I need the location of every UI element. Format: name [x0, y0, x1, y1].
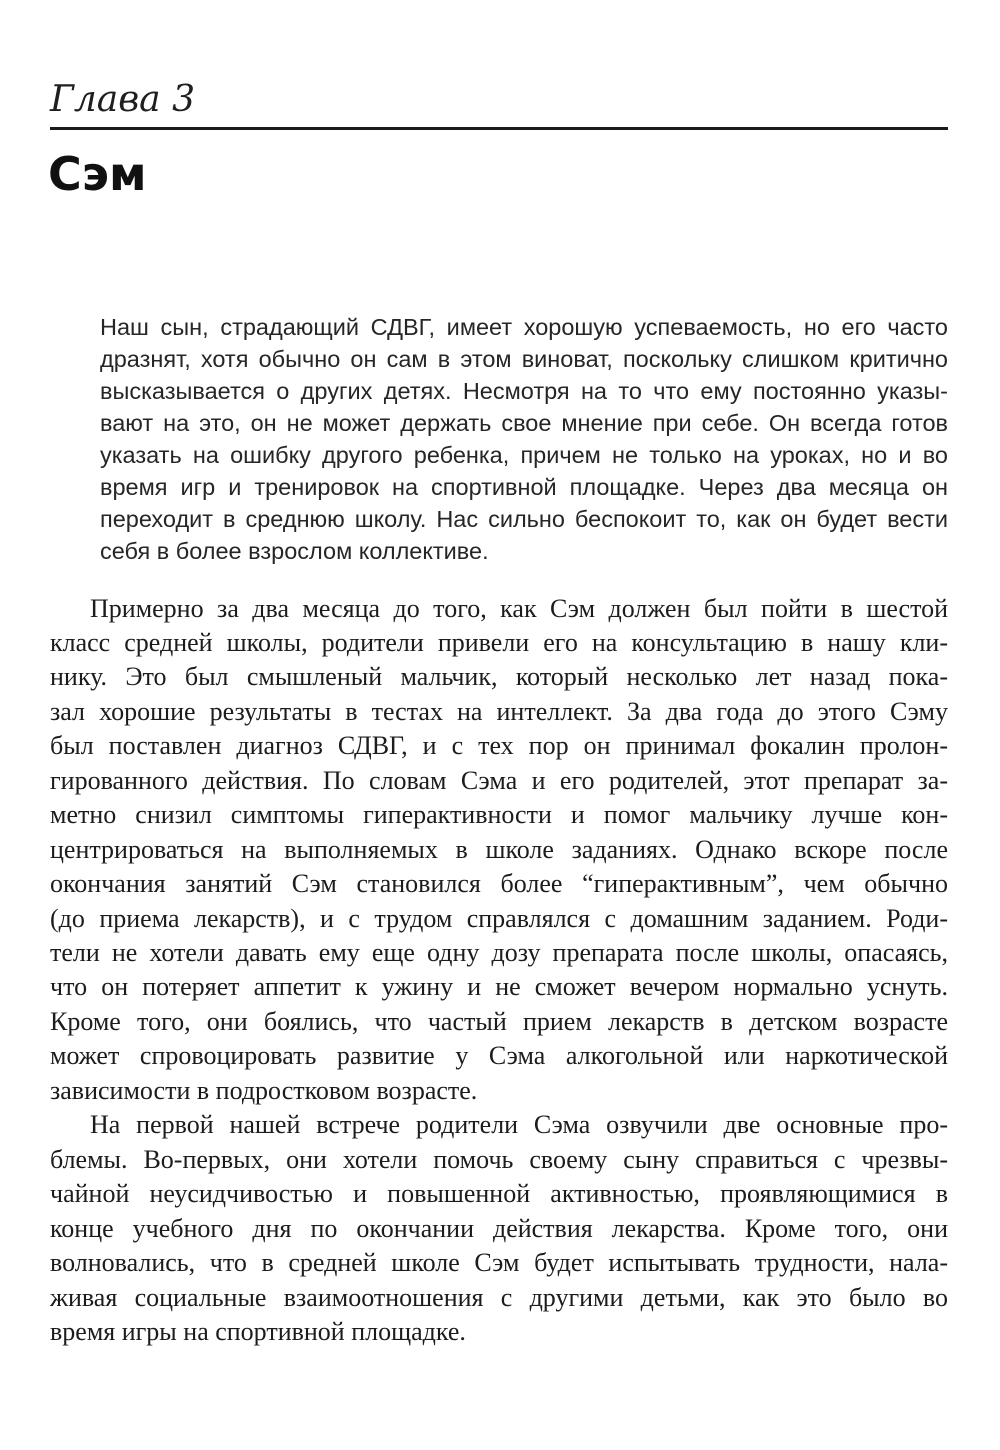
- paragraph-line: был поставлен диагноз СДВГ, и с тех пор он принимал фокалин пролон-: [50, 731, 948, 760]
- quote-line: себя в более взрослом коллективе.: [100, 538, 489, 564]
- paragraph-line: время игры на спортивной площадке.: [50, 1317, 466, 1346]
- paragraph-line: (до приема лекарств), и с трудом справлялся с домашним заданием. Роди-: [50, 904, 948, 933]
- paragraph-line: зависимости в подростковом возрасте.: [50, 1076, 478, 1105]
- chapter-divider: [50, 127, 948, 130]
- chapter-title: Сэм: [48, 147, 147, 201]
- paragraph-line: метно снизил симптомы гиперактивности и помог мальчику лучше кон-: [50, 800, 948, 829]
- paragraph-line: что он потеряет аппетит к ужину и не сможет вечером нормально уснуть.: [50, 972, 948, 1001]
- paragraph-line: живая социальные взаимоотношения с другими детьми, как это было во: [50, 1283, 948, 1312]
- paragraph-line: На первой нашей встрече родители Сэма озвучили две основные про-: [90, 1110, 948, 1139]
- paragraph-line: чайной неусидчивостью и повышенной активностью, проявляющимися в: [50, 1179, 948, 1208]
- chapter-label: Глава 3: [50, 79, 195, 120]
- paragraph-line: гированного действия. По словам Сэма и его родителей, этот препарат за-: [50, 766, 948, 795]
- quote-line: указать на ошибку другого ребенка, причем не только на уроках, но и во: [100, 442, 948, 468]
- paragraph-line: класс средней школы, родители привели его на консультацию в нашу кли-: [50, 628, 948, 657]
- paragraph-line: может спровоцировать развитие у Сэма алкогольной или наркотической: [50, 1041, 948, 1070]
- quote-line: дразнят, хотя обычно он сам в этом виноват, поскольку слишком критично: [100, 346, 948, 372]
- quote-line: переходит в среднюю школу. Нас сильно беспокоит то, как он будет вести: [100, 506, 948, 532]
- paragraph-line: конце учебного дня по окончании действия лекарства. Кроме того, они: [50, 1214, 948, 1243]
- paragraph-line: волновались, что в средней школе Сэм будет испытывать трудности, нала-: [50, 1248, 948, 1277]
- quote-line: высказывается о других детях. Несмотря на то что ему постоянно указы-: [100, 378, 948, 404]
- paragraph-line: зал хорошие результаты в тестах на интеллект. За два года до этого Сэму: [50, 697, 948, 726]
- paragraph-line: Кроме того, они боялись, что частый прием лекарств в детском возрасте: [50, 1007, 948, 1036]
- paragraph-line: блемы. Во-первых, они хотели помочь своему сыну справиться с чрезвы-: [50, 1145, 948, 1174]
- quote-line: вают на это, он не может держать свое мнение при себе. Он всегда готов: [100, 410, 948, 436]
- paragraph-line: Примерно за два месяца до того, как Сэм должен был пойти в шестой: [90, 594, 948, 623]
- quote-line: Наш сын, страдающий СДВГ, имеет хорошую успеваемость, но его часто: [100, 314, 948, 340]
- paragraph-line: нику. Это был смышленый мальчик, который несколько лет назад пока-: [50, 662, 948, 691]
- paragraph-line: тели не хотели давать ему еще одну дозу препарата после школы, опасаясь,: [50, 938, 948, 967]
- paragraph-line: окончания занятий Сэм становился более “гиперактивным”, чем обычно: [50, 869, 948, 898]
- quote-line: время игр и тренировок на спортивной площадке. Через два месяца он: [100, 474, 948, 500]
- paragraph-line: центрироваться на выполняемых в школе заданиях. Однако вскоре после: [50, 835, 948, 864]
